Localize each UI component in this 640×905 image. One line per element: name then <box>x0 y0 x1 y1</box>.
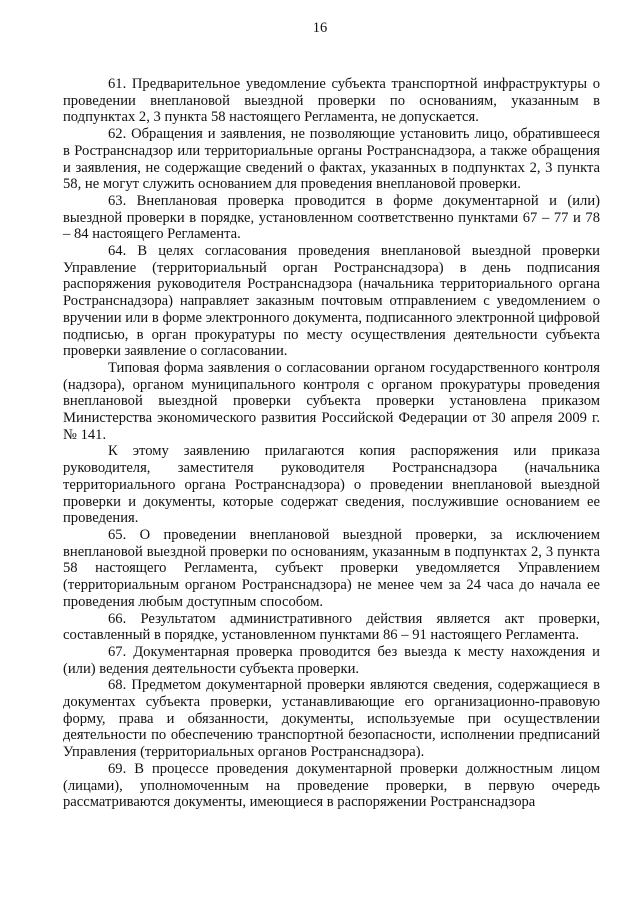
paragraph-64: 64. В целях согласования проведения внеплановой выездной проверки Управление (территориальный орган Ространснадзора) в день подписания распоряжения руководителя Ространснадзора (начальника территориального органа Ространснадзора) направляет заказным почтовым отправлением с уведомлением о вручении или в форме электронного документа, подписанного электронной цифровой подписью, в орган прокуратуры по месту осуществления деятельности субъекта проверки заявление о согласовании. <box>63 243 600 360</box>
paragraph-66: 66. Результатом административного действия является акт проверки, составленный в порядке, установленном пунктами 86 – 91 настоящего Регламента. <box>63 610 600 644</box>
paragraph-64-typical-form: Типовая форма заявления о согласовании органом государственного контроля (надзора), органом муниципального контроля с органом прокуратуры проведения внеплановой выездной проверки субъекта проверки установлена приказом Министерства экономического развития Российской Федерации от 30 апреля 2009 г. № 141. <box>63 359 600 443</box>
paragraph-62: 62. Обращения и заявления, не позволяющие установить лицо, обратившееся в Ространснадзор или территориальные органы Ространснадзора, а также обращения и заявления, не содержащие сведений о фактах, указанных в подпунктах 2, 3 пункта 58, не могут служить основанием для проведения внеплановой проверки. <box>63 126 600 193</box>
paragraph-67: 67. Документарная проверка проводится без выезда к месту нахождения и (или) ведения деятельности субъекта проверки. <box>63 643 600 677</box>
page-number: 16 <box>312 20 328 36</box>
paragraph-64-attachments: К этому заявлению прилагаются копия распоряжения или приказа руководителя, заместителя руководителя Ространснадзора (начальника территориального органа Ространснадзора) о проведении внеплановой выездной проверки и документы, которые содержат сведения, послужившие основанием ее проведения. <box>63 443 600 527</box>
paragraph-63: 63. Внеплановая проверка проводится в форме документарной и (или) выездной проверки в порядке, установленном соответственно пунктами 67 – 77 и 78 – 84 настоящего Регламента. <box>63 192 600 243</box>
document-body <box>63 76 600 811</box>
paragraph-65: 65. О проведении внеплановой выездной проверки, за исключением внеплановой выездной проверки по основаниям, указанным в подпунктах 2, 3 пункта 58 настоящего Регламента, субъект проверки уведомляется Управлением (территориальным органом Ространснадзора) не менее чем за 24 часа до начала ее проведения любым доступным способом. <box>63 526 600 610</box>
paragraph-61: 61. Предварительное уведомление субъекта транспортной инфраструктуры о проведении внеплановой выездной проверки по основаниям, указанным в подпунктах 2, 3 пункта 58 настоящего Регламента, не допускается. <box>63 76 600 126</box>
paragraph-69: 69. В процессе проведения документарной проверки должностным лицом (лицами), уполномоченным на проведение проверки, в первую очередь рассматриваются документы, имеющиеся в распоряжении Ространснадзора <box>63 760 600 811</box>
paragraph-68: 68. Предметом документарной проверки являются сведения, содержащиеся в документах субъекта проверки, устанавливающие его организационно-правовую форму, права и обязанности, документы, используемые при осуществлении деятельности по обеспечению транспортной безопасности, исполнении предписаний Управления (территориальных органов Ространснадзора). <box>63 677 600 761</box>
